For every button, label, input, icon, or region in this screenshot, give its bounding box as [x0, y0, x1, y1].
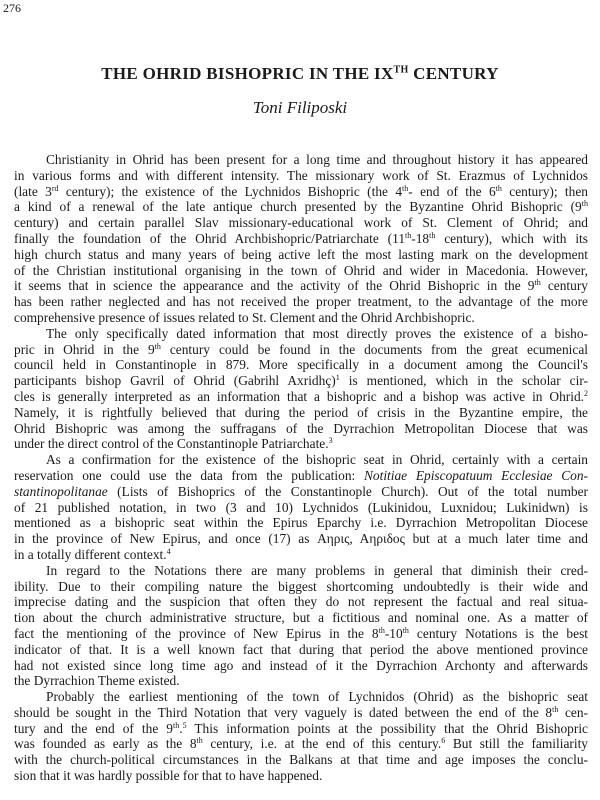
text-run: century); then [501, 183, 588, 199]
superscript: th [552, 704, 559, 714]
text-line [14, 563, 588, 579]
text-line [14, 610, 588, 626]
text-run: century), which with its [435, 230, 588, 246]
text-line [14, 215, 588, 231]
text-line [14, 373, 588, 389]
text-run: century Notations is the best [408, 625, 588, 641]
text-line [14, 199, 588, 215]
text-run: -10 [384, 625, 403, 641]
text-line [14, 294, 588, 310]
superscript: th [402, 183, 409, 193]
text-run: a kind of a renewal of the late antique church presented by the Byzantine Ohrid Bishopric (9 [14, 199, 582, 215]
page-number: 276 [3, 1, 21, 15]
text-run: cles is generally interpreted as an information that a bishopric and a bishop was active in Ohrid. [14, 388, 584, 404]
text-run: in a totally different context. [14, 546, 167, 562]
superscript: th [402, 625, 409, 635]
text-run: - end of the 6 [408, 183, 496, 199]
paragraph [14, 563, 588, 689]
superscript: th [534, 278, 541, 288]
text-line [14, 579, 588, 595]
text-run: cen- [558, 704, 588, 720]
text-line [14, 689, 588, 705]
superscript: th [405, 230, 412, 240]
text-run: high church status and many years of being active left the most lasting mark on the development [14, 246, 588, 262]
text-run: indicator of that. It is a well known fact that during that period the above mentioned province [14, 641, 588, 657]
text-line [14, 278, 588, 294]
text-line [14, 736, 588, 752]
text-line [14, 468, 588, 484]
text-run: had not existed since long time ago and instead of it the Dyrrachion Archonty and afterwards [14, 657, 588, 673]
text-run: . [179, 720, 183, 736]
article-title [0, 64, 600, 84]
text-run: century); the existence of the Lychnidos Bishopric (the 4 [58, 183, 403, 199]
text-line [14, 658, 588, 674]
text-line [14, 642, 588, 658]
text-line [14, 452, 588, 468]
italic-title: stantinopolitanae [14, 483, 108, 499]
text-run: has been rather neglected and has not received the proper treatment, to the advantage of the more [14, 294, 588, 310]
text-run: But still the familiarity [445, 736, 588, 752]
title-tail: CENTURY [408, 64, 499, 83]
text-run: Namely, it is rightfully believed that during the period of crisis in the Byzantine empire, the [14, 404, 588, 420]
text-line [14, 326, 588, 342]
text-line [14, 705, 588, 721]
superscript: th [429, 230, 436, 240]
text-line [14, 405, 588, 421]
text-run: participants bishop Gavril of Ohrid (Gabrihl Axridhç) [14, 373, 336, 389]
text-run: imprecise dating and the suspicion that often they do not represent the factual and real situa- [14, 594, 588, 610]
text-run: ibility. Due to their compiling nature the biggest shortcoming undoubtedly is their wide and [14, 578, 588, 594]
text-line [14, 768, 588, 784]
paragraph [14, 452, 588, 563]
paragraph [14, 326, 588, 452]
text-run: tion about the church administrative structure, but a fictitious and nominal one. As a matter of [14, 610, 588, 626]
text-run: Probably the earliest mentioning of the town of Lychnidos (Ohrid) as the bishopric seat [46, 689, 588, 705]
text-run: the Dyrrachion Theme existed. [14, 673, 180, 689]
paragraph [14, 689, 588, 784]
title-text: THE OHRID BISHOPRIC IN THE IX [101, 64, 394, 83]
superscript: 3 [328, 436, 333, 446]
paragraph [14, 152, 588, 326]
text-line [14, 152, 588, 168]
superscript: 6 [441, 736, 446, 746]
text-line [14, 310, 588, 326]
author-name: Toni Filiposki [252, 98, 348, 117]
text-line [14, 531, 588, 547]
text-run: of 21 published notation, in two (3 and 10) Lychnidos (Lukinidou, Luxnidou; Lukinidwn) is [14, 499, 588, 515]
text-run: under the direct control of the Constantinople Patriarchate. [14, 436, 329, 452]
text-run: should be sought in the Third Notation that very vaguely is dated between the end of the 8 [14, 704, 553, 720]
text-run: century [540, 278, 588, 294]
text-run: century could be found in the documents from the great ecumenical [160, 341, 588, 357]
text-run: century, i.e. at the end of this century. [202, 736, 442, 752]
text-line [14, 547, 588, 563]
superscript: 5 [182, 720, 187, 730]
text-run: As a confirmation for the existence of the bishopric seat in Ohrid, certainly with a certain [46, 452, 588, 468]
text-run: was founded as early as the 8 [14, 736, 197, 752]
text-line [14, 673, 588, 689]
text-line [14, 515, 588, 531]
text-run: fact the mentioning of the province of New Epirus in the 8 [14, 625, 379, 641]
text-run: This information points at the possibility that the Ohrid Bishopric [186, 720, 588, 736]
superscript: th [495, 183, 502, 193]
text-run: (late 3 [14, 183, 52, 199]
text-run: is mentioned, which in the scholar cir- [339, 373, 588, 389]
text-run: reservation one could use the data from the publication: [14, 467, 364, 483]
text-run: tury and the end of the 9 [14, 720, 173, 736]
superscript: th [154, 341, 161, 351]
text-run: mentioned as a bishopric seat within the Epirus Eparchy i.e. Dyrrachion Metropolitan Diocese [14, 515, 588, 531]
superscript: th [378, 625, 385, 635]
title-superscript: TH [393, 64, 409, 76]
text-run: comprehensive presence of issues related to St. Clement and the Ohrid Archbishopric. [14, 309, 475, 325]
text-line [14, 484, 588, 500]
text-line [14, 626, 588, 642]
superscript: th [196, 736, 203, 746]
text-line [14, 184, 588, 200]
text-run: Ohrid Bishopric was among the suffragans of the Dyrrachion Metropolitan Diocese that was [14, 420, 588, 436]
superscript: th [173, 720, 180, 730]
text-line [14, 436, 588, 452]
text-run: (Lists of Bishoprics of the Constantinople Church). Out of the total number [107, 483, 588, 499]
text-run: In regard to the Notations there are many problems in general that diminish their cred- [46, 562, 588, 578]
superscript: 1 [335, 373, 340, 383]
text-run: of the Christian institutional organising in the town of Ohrid and wider in Macedonia. However, [14, 262, 588, 278]
text-line [14, 342, 588, 358]
text-line [14, 263, 588, 279]
text-line [14, 421, 588, 437]
text-run: council held in Constantinople in 879. More specifically in a document among the Council's [14, 357, 588, 373]
text-line [14, 389, 588, 405]
text-run: century) and certain parallel Slav missionary-educational work of St. Clement of Ohrid; and [14, 215, 588, 231]
text-run: it seems that in science the appearance and the activity of the Ohrid Bishopric in the 9 [14, 278, 535, 294]
text-line [14, 247, 588, 263]
text-line [14, 721, 588, 737]
text-run: finally the foundation of the Ohrid Archbishopric/Patriarchate (11 [14, 230, 406, 246]
superscript: rd [51, 183, 59, 193]
text-run: -18 [411, 230, 430, 246]
text-run: sion that it was hardly possible for that to have happened. [14, 768, 323, 784]
text-run: in various forms and with different intensity. The missionary work of St. Erazmus of Lychnidos [14, 167, 588, 183]
italic-title: Notitiae Episcopatuum Ecclesiae Con- [363, 467, 588, 483]
text-run: Christianity in Ohrid has been present for a long time and throughout history it has appeared [46, 152, 588, 167]
superscript: 2 [584, 388, 588, 398]
text-run: pric in Ohrid in the 9 [14, 341, 155, 357]
text-run: in the province of New Epirus, and once (17) as Αηρις, Αηριδος but at a much later time and [14, 531, 588, 547]
article-body [14, 152, 588, 784]
text-line [14, 231, 588, 247]
superscript: 4 [166, 546, 171, 556]
text-line [14, 357, 588, 373]
text-line [14, 500, 588, 516]
superscript: th [581, 199, 588, 209]
text-line [14, 752, 588, 768]
text-line [14, 168, 588, 184]
text-run: The only specifically dated information that most directly proves the existence of a bisho- [46, 325, 588, 341]
text-run: with the church-political circumstances in the Balkans at that time and age imposes the conclu- [14, 752, 588, 768]
text-line [14, 594, 588, 610]
